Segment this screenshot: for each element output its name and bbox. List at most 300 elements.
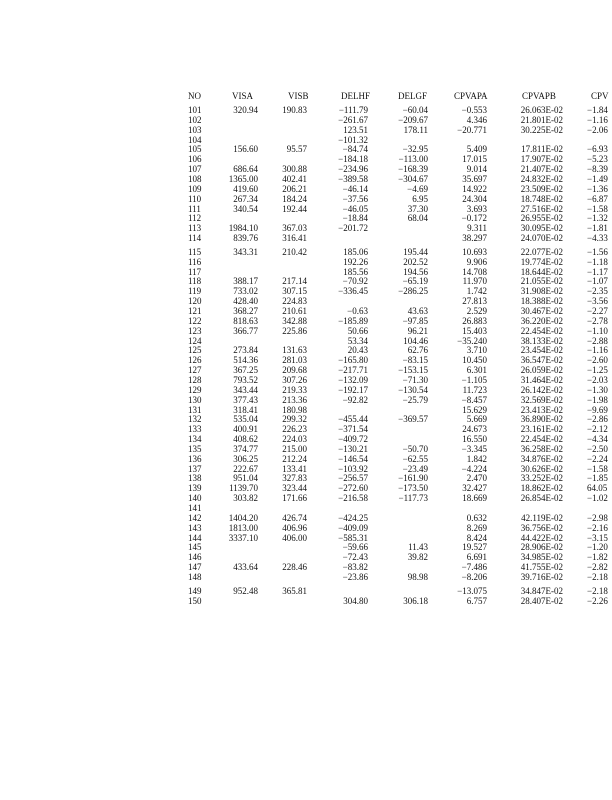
- table-row: [0, 174, 612, 184]
- table-row: [0, 204, 612, 214]
- table-cell: 192.26: [343, 256, 368, 267]
- table-cell: 110: [188, 193, 202, 204]
- table-cell: 102: [188, 114, 202, 125]
- table-cell: 307.26: [282, 374, 307, 385]
- table-row: [0, 503, 612, 513]
- table-cell: 9.311: [467, 223, 487, 234]
- table-cell: 406.00: [282, 532, 307, 543]
- table-cell: 419.60: [233, 183, 258, 194]
- table-cell: −62.55: [402, 453, 428, 464]
- table-cell: −168.39: [398, 164, 428, 175]
- table-row: [0, 444, 612, 454]
- table-cell: 35.697: [462, 173, 487, 184]
- table-cell: 222.67: [233, 463, 258, 474]
- table-cell: 228.46: [282, 562, 307, 573]
- table-cell: 318.41: [233, 404, 258, 415]
- table-cell: −23.49: [402, 463, 428, 474]
- table-cell: 212.24: [282, 453, 307, 464]
- table-cell: 535.04: [233, 414, 258, 425]
- table-cell: 150: [188, 595, 202, 606]
- table-cell: 184.24: [282, 193, 307, 204]
- table-cell: 426.74: [282, 512, 307, 523]
- table-row: [0, 125, 612, 135]
- table-cell: 142: [188, 512, 202, 523]
- table-row: [0, 405, 612, 415]
- column-header-no: NO: [188, 91, 201, 101]
- table-cell: 53.34: [347, 335, 368, 346]
- table-cell: −101.32: [338, 134, 368, 145]
- table-cell: 115: [188, 246, 202, 257]
- table-cell: 68.04: [407, 213, 428, 224]
- table-cell: 103: [188, 124, 202, 135]
- table-cell: −1.16: [587, 114, 608, 125]
- table-cell: 367.03: [282, 223, 307, 234]
- table-cell: 135: [188, 443, 202, 454]
- table-cell: 217.14: [282, 276, 307, 287]
- table-cell: −65.19: [402, 276, 428, 287]
- table-cell: 27.813: [462, 296, 487, 307]
- table-cell: −184.18: [338, 154, 368, 165]
- table-cell: −72.43: [342, 552, 368, 563]
- table-cell: −173.50: [398, 483, 428, 494]
- table-cell: 39.82: [407, 552, 428, 563]
- table-row: [0, 572, 612, 582]
- table-cell: −2.60: [587, 355, 608, 366]
- table-cell: 32.569E-02: [520, 394, 563, 405]
- table-cell: −2.18: [587, 585, 608, 596]
- table-cell: −2.06: [587, 124, 608, 135]
- table-cell: 38.297: [462, 233, 487, 244]
- table-cell: −424.25: [338, 512, 368, 523]
- table-row: [0, 257, 612, 267]
- table-cell: −1.17: [587, 266, 608, 277]
- table-row: [0, 144, 612, 154]
- table-cell: 273.84: [233, 345, 258, 356]
- table-cell: 5.669: [466, 414, 487, 425]
- table-cell: 149: [188, 585, 202, 596]
- table-cell: 514.36: [233, 355, 258, 366]
- table-cell: 1404.20: [228, 512, 258, 523]
- table-cell: −286.25: [398, 286, 428, 297]
- table-cell: −1.98: [587, 394, 608, 405]
- table-cell: 9.906: [466, 256, 487, 267]
- table-cell: 144: [188, 532, 202, 543]
- table-cell: 34.985E-02: [520, 552, 563, 563]
- table-cell: −2.88: [587, 335, 608, 346]
- table-cell: 23.454E-02: [520, 345, 563, 356]
- table-cell: 50.66: [347, 325, 368, 336]
- table-row: [0, 473, 612, 483]
- table-cell: 17.811E-02: [521, 144, 563, 155]
- table-cell: 38.133E-02: [520, 335, 563, 346]
- table-cell: 104: [188, 134, 202, 145]
- table-cell: 14.708: [462, 266, 487, 277]
- table-cell: 44.422E-02: [520, 532, 563, 543]
- table-cell: 225.86: [282, 325, 307, 336]
- table-cell: 3337.10: [228, 532, 258, 543]
- table-cell: 24.673: [462, 424, 487, 435]
- table-row: [0, 586, 612, 596]
- table-cell: −1.20: [587, 542, 608, 553]
- table-cell: −3.56: [587, 296, 608, 307]
- table-cell: −192.17: [338, 384, 368, 395]
- table-cell: 367.25: [233, 365, 258, 376]
- table-cell: 3.693: [466, 203, 487, 214]
- table-cell: 16.550: [462, 434, 487, 445]
- table-cell: −97.85: [402, 315, 428, 326]
- table-cell: 195.44: [403, 246, 428, 257]
- table-cell: 19.527: [462, 542, 487, 553]
- table-cell: 130: [188, 394, 202, 405]
- table-cell: 101: [188, 105, 202, 115]
- table-cell: 127: [188, 365, 202, 376]
- table-cell: −2.50: [587, 443, 608, 454]
- table-cell: 15.403: [462, 325, 487, 336]
- table-row: [0, 164, 612, 174]
- table-cell: −4.34: [587, 434, 608, 445]
- table-cell: 34.847E-02: [520, 585, 563, 596]
- table-cell: 178.11: [403, 124, 428, 135]
- table-cell: −2.78: [587, 315, 608, 326]
- table-cell: −130.21: [338, 443, 368, 454]
- table-cell: −4.33: [587, 233, 608, 244]
- table-cell: 14.922: [462, 183, 487, 194]
- table-cell: 116: [188, 256, 202, 267]
- table-cell: −0.63: [347, 306, 368, 316]
- table-cell: 323.44: [282, 483, 307, 494]
- table-row: [0, 454, 612, 464]
- table-cell: −1.32: [587, 213, 608, 224]
- table-cell: 171.66: [282, 493, 307, 504]
- table-cell: −1.105: [461, 374, 487, 385]
- table-cell: −2.18: [587, 571, 608, 582]
- table-cell: −1.84: [587, 105, 608, 115]
- table-row: [0, 213, 612, 223]
- table-cell: 141: [188, 503, 202, 513]
- column-header-visb: VISB: [288, 91, 309, 101]
- table-cell: 306.25: [233, 453, 258, 464]
- table-cell: 21.801E-02: [520, 114, 563, 125]
- table-cell: −8.39: [587, 164, 608, 175]
- table-cell: 1.742: [466, 286, 487, 297]
- table-cell: 31.908E-02: [520, 286, 563, 297]
- table-cell: −111.79: [338, 105, 368, 115]
- table-row: [0, 355, 612, 365]
- table-cell: −216.58: [338, 493, 368, 504]
- table-cell: 36.258E-02: [520, 443, 563, 454]
- table-cell: −185.89: [338, 315, 368, 326]
- table-cell: 36.220E-02: [520, 315, 563, 326]
- table-cell: 343.31: [233, 246, 258, 257]
- table-cell: 30.626E-02: [520, 463, 563, 474]
- table-cell: 36.756E-02: [520, 522, 563, 533]
- table-row: [0, 247, 612, 257]
- table-cell: 267.34: [233, 193, 258, 204]
- table-cell: 43.63: [407, 306, 428, 316]
- table-cell: −1.58: [587, 203, 608, 214]
- table-cell: 18.388E-02: [520, 296, 563, 307]
- table-cell: 128: [188, 374, 202, 385]
- table-cell: 36.890E-02: [520, 414, 563, 425]
- table-cell: −261.67: [338, 114, 368, 125]
- table-cell: 121: [188, 306, 202, 316]
- table-cell: −20.771: [457, 124, 487, 135]
- table-cell: 1365.00: [228, 173, 258, 184]
- table-cell: −4.224: [461, 463, 487, 474]
- table-cell: 117: [188, 266, 202, 277]
- table-cell: −409.72: [338, 434, 368, 445]
- table-cell: 316.41: [282, 233, 307, 244]
- table-cell: −117.73: [398, 493, 428, 504]
- table-cell: 320.94: [233, 105, 258, 115]
- table-row: [0, 267, 612, 277]
- table-row: [0, 184, 612, 194]
- table-cell: −3.15: [587, 532, 608, 543]
- table-cell: −304.67: [398, 173, 428, 184]
- table-cell: 8.269: [466, 522, 487, 533]
- table-cell: −59.66: [342, 542, 368, 553]
- table-cell: 733.02: [233, 286, 258, 297]
- table-row: [0, 375, 612, 385]
- table-cell: −1.85: [587, 473, 608, 484]
- table-cell: −1.18: [587, 256, 608, 267]
- table-cell: −4.69: [407, 183, 428, 194]
- table-cell: 131: [188, 404, 202, 415]
- table-cell: 5.409: [466, 144, 487, 155]
- table-cell: 32.427: [462, 483, 487, 494]
- table-row: [0, 365, 612, 375]
- table-cell: 11.723: [462, 384, 487, 395]
- table-row: [0, 424, 612, 434]
- table-cell: 22.454E-02: [520, 434, 563, 445]
- table-cell: 6.95: [412, 193, 428, 204]
- table-cell: −132.09: [338, 374, 368, 385]
- table-cell: 34.876E-02: [520, 453, 563, 464]
- table-cell: −217.71: [338, 365, 368, 376]
- table-cell: 951.04: [233, 473, 258, 484]
- table-cell: 299.32: [282, 414, 307, 425]
- table-cell: −1.81: [587, 223, 608, 234]
- table-cell: −371.54: [338, 424, 368, 435]
- table-cell: −201.72: [338, 223, 368, 234]
- table-cell: 129: [188, 384, 202, 395]
- table-cell: 23.161E-02: [520, 424, 563, 435]
- table-cell: −146.54: [338, 453, 368, 464]
- column-header-cpvapb: CPVAPB: [522, 91, 556, 101]
- table-cell: 6.691: [466, 552, 487, 563]
- table-cell: 39.716E-02: [520, 571, 563, 582]
- table-cell: 406.96: [282, 522, 307, 533]
- table-cell: 342.88: [282, 315, 307, 326]
- table-cell: −83.15: [402, 355, 428, 366]
- table-cell: 17.907E-02: [520, 154, 563, 165]
- table-cell: −7.486: [461, 562, 487, 573]
- table-cell: 400.91: [233, 424, 258, 435]
- table-cell: 30.095E-02: [520, 223, 563, 234]
- table-cell: 123: [188, 325, 202, 336]
- table-row: [0, 326, 612, 336]
- table-cell: 126: [188, 355, 202, 366]
- table-cell: 123.51: [343, 124, 368, 135]
- table-cell: 11.970: [462, 276, 487, 287]
- table-cell: −2.26: [587, 595, 608, 606]
- table-cell: 6.301: [466, 365, 487, 376]
- table-cell: 374.77: [233, 443, 258, 454]
- table-row: [0, 434, 612, 444]
- table-cell: 388.17: [233, 276, 258, 287]
- table-cell: −2.82: [587, 562, 608, 573]
- table-cell: −8.206: [461, 571, 487, 582]
- table-cell: 27.516E-02: [520, 203, 563, 214]
- table-cell: −2.16: [587, 522, 608, 533]
- table-row: [0, 483, 612, 493]
- table-row: [0, 523, 612, 533]
- table-cell: 202.52: [403, 256, 428, 267]
- table-cell: −103.92: [338, 463, 368, 474]
- table-cell: 122: [188, 315, 202, 326]
- table-cell: 134: [188, 434, 202, 445]
- table-cell: 24.070E-02: [520, 233, 563, 244]
- table-cell: 26.142E-02: [520, 384, 563, 395]
- table-cell: −35.240: [457, 335, 487, 346]
- table-row: [0, 336, 612, 346]
- table-cell: −6.93: [587, 144, 608, 155]
- table-cell: 224.83: [282, 296, 307, 307]
- table-cell: 368.27: [233, 306, 258, 316]
- table-cell: −8.457: [461, 394, 487, 405]
- table-cell: −209.67: [398, 114, 428, 125]
- table-row: [0, 395, 612, 405]
- table-cell: 377.43: [233, 394, 258, 405]
- table-row: [0, 562, 612, 572]
- table-cell: 428.40: [233, 296, 258, 307]
- table-cell: −336.45: [338, 286, 368, 297]
- table-cell: −46.14: [342, 183, 368, 194]
- table-cell: 124: [188, 335, 202, 346]
- table-cell: 281.03: [282, 355, 307, 366]
- table-cell: 136: [188, 453, 202, 464]
- table-cell: 226.23: [282, 424, 307, 435]
- table-cell: 306.18: [403, 595, 428, 606]
- table-cell: 133: [188, 424, 202, 435]
- table-cell: 138: [188, 473, 202, 484]
- table-cell: 62.76: [407, 345, 428, 356]
- table-cell: −37.56: [342, 193, 368, 204]
- table-cell: −1.49: [587, 173, 608, 184]
- table-cell: 21.055E-02: [520, 276, 563, 287]
- table-cell: 15.629: [462, 404, 487, 415]
- table-cell: −165.80: [338, 355, 368, 366]
- table-cell: 23.413E-02: [520, 404, 563, 415]
- table-cell: 18.862E-02: [520, 483, 563, 494]
- table-cell: 365.81: [282, 585, 307, 596]
- table-cell: −13.075: [457, 585, 487, 596]
- table-cell: 433.64: [233, 562, 258, 573]
- table-cell: 1.842: [466, 453, 487, 464]
- table-cell: 11.43: [408, 542, 428, 553]
- table-cell: 206.21: [282, 183, 307, 194]
- table-cell: 118: [188, 276, 202, 287]
- table-cell: −2.12: [587, 424, 608, 435]
- table-cell: 132: [188, 414, 202, 425]
- table-cell: 96.21: [407, 325, 428, 336]
- table-cell: 98.98: [407, 571, 428, 582]
- table-cell: 112: [188, 213, 202, 224]
- table-cell: −2.86: [587, 414, 608, 425]
- table-cell: 104.46: [403, 335, 428, 346]
- table-cell: −70.92: [342, 276, 368, 287]
- column-header-delhf: DELHF: [341, 91, 370, 101]
- table-cell: 402.41: [282, 173, 307, 184]
- table-cell: 408.62: [233, 434, 258, 445]
- table-cell: 106: [188, 154, 202, 165]
- table-cell: −153.15: [398, 365, 428, 376]
- table-cell: 156.60: [233, 144, 258, 155]
- table-cell: 145: [188, 542, 202, 553]
- table-cell: 340.54: [233, 203, 258, 214]
- table-cell: 4.346: [466, 114, 487, 125]
- table-cell: −389.58: [338, 173, 368, 184]
- table-cell: −25.79: [402, 394, 428, 405]
- table-cell: 9.014: [466, 164, 487, 175]
- table-cell: 18.644E-02: [520, 266, 563, 277]
- table-cell: 18.669: [462, 493, 487, 504]
- table-cell: −1.07: [587, 276, 608, 287]
- table-cell: 0.632: [466, 512, 487, 523]
- table-cell: 366.77: [233, 325, 258, 336]
- table-row: [0, 306, 612, 316]
- table-cell: 307.15: [282, 286, 307, 297]
- table-cell: −1.36: [587, 183, 608, 194]
- table-cell: 33.252E-02: [520, 473, 563, 484]
- table-row: [0, 233, 612, 243]
- table-cell: 30.467E-02: [520, 306, 563, 316]
- table-cell: 21.407E-02: [520, 164, 563, 175]
- table-cell: 148: [188, 571, 202, 582]
- table-cell: 209.68: [282, 365, 307, 376]
- table-cell: 24.832E-02: [520, 173, 563, 184]
- table-cell: −256.57: [338, 473, 368, 484]
- table-cell: 120: [188, 296, 202, 307]
- table-cell: 64.05: [587, 483, 608, 494]
- table-cell: 793.52: [233, 374, 258, 385]
- table-cell: 113: [188, 223, 202, 234]
- table-cell: 146: [188, 552, 202, 563]
- table-cell: 42.119E-02: [521, 512, 563, 523]
- table-cell: −2.35: [587, 286, 608, 297]
- table-cell: 137: [188, 463, 202, 474]
- table-cell: 23.509E-02: [520, 183, 563, 194]
- table-cell: 109: [188, 183, 202, 194]
- table-row: [0, 596, 612, 606]
- table-cell: −23.86: [342, 571, 368, 582]
- table-cell: 37.30: [407, 203, 428, 214]
- table-cell: 194.56: [403, 266, 428, 277]
- table-cell: −32.95: [402, 144, 428, 155]
- table-row: [0, 316, 612, 326]
- table-cell: 10.693: [462, 246, 487, 257]
- table-cell: −455.44: [338, 414, 368, 425]
- table-cell: 22.077E-02: [520, 246, 563, 257]
- table-cell: 105: [188, 144, 202, 155]
- table-cell: 303.82: [233, 493, 258, 504]
- table-cell: −369.57: [398, 414, 428, 425]
- table-cell: 107: [188, 164, 202, 175]
- table-cell: 224.03: [282, 434, 307, 445]
- table-cell: 2.470: [466, 473, 487, 484]
- table-cell: 108: [188, 173, 202, 184]
- table-cell: 210.61: [282, 306, 307, 316]
